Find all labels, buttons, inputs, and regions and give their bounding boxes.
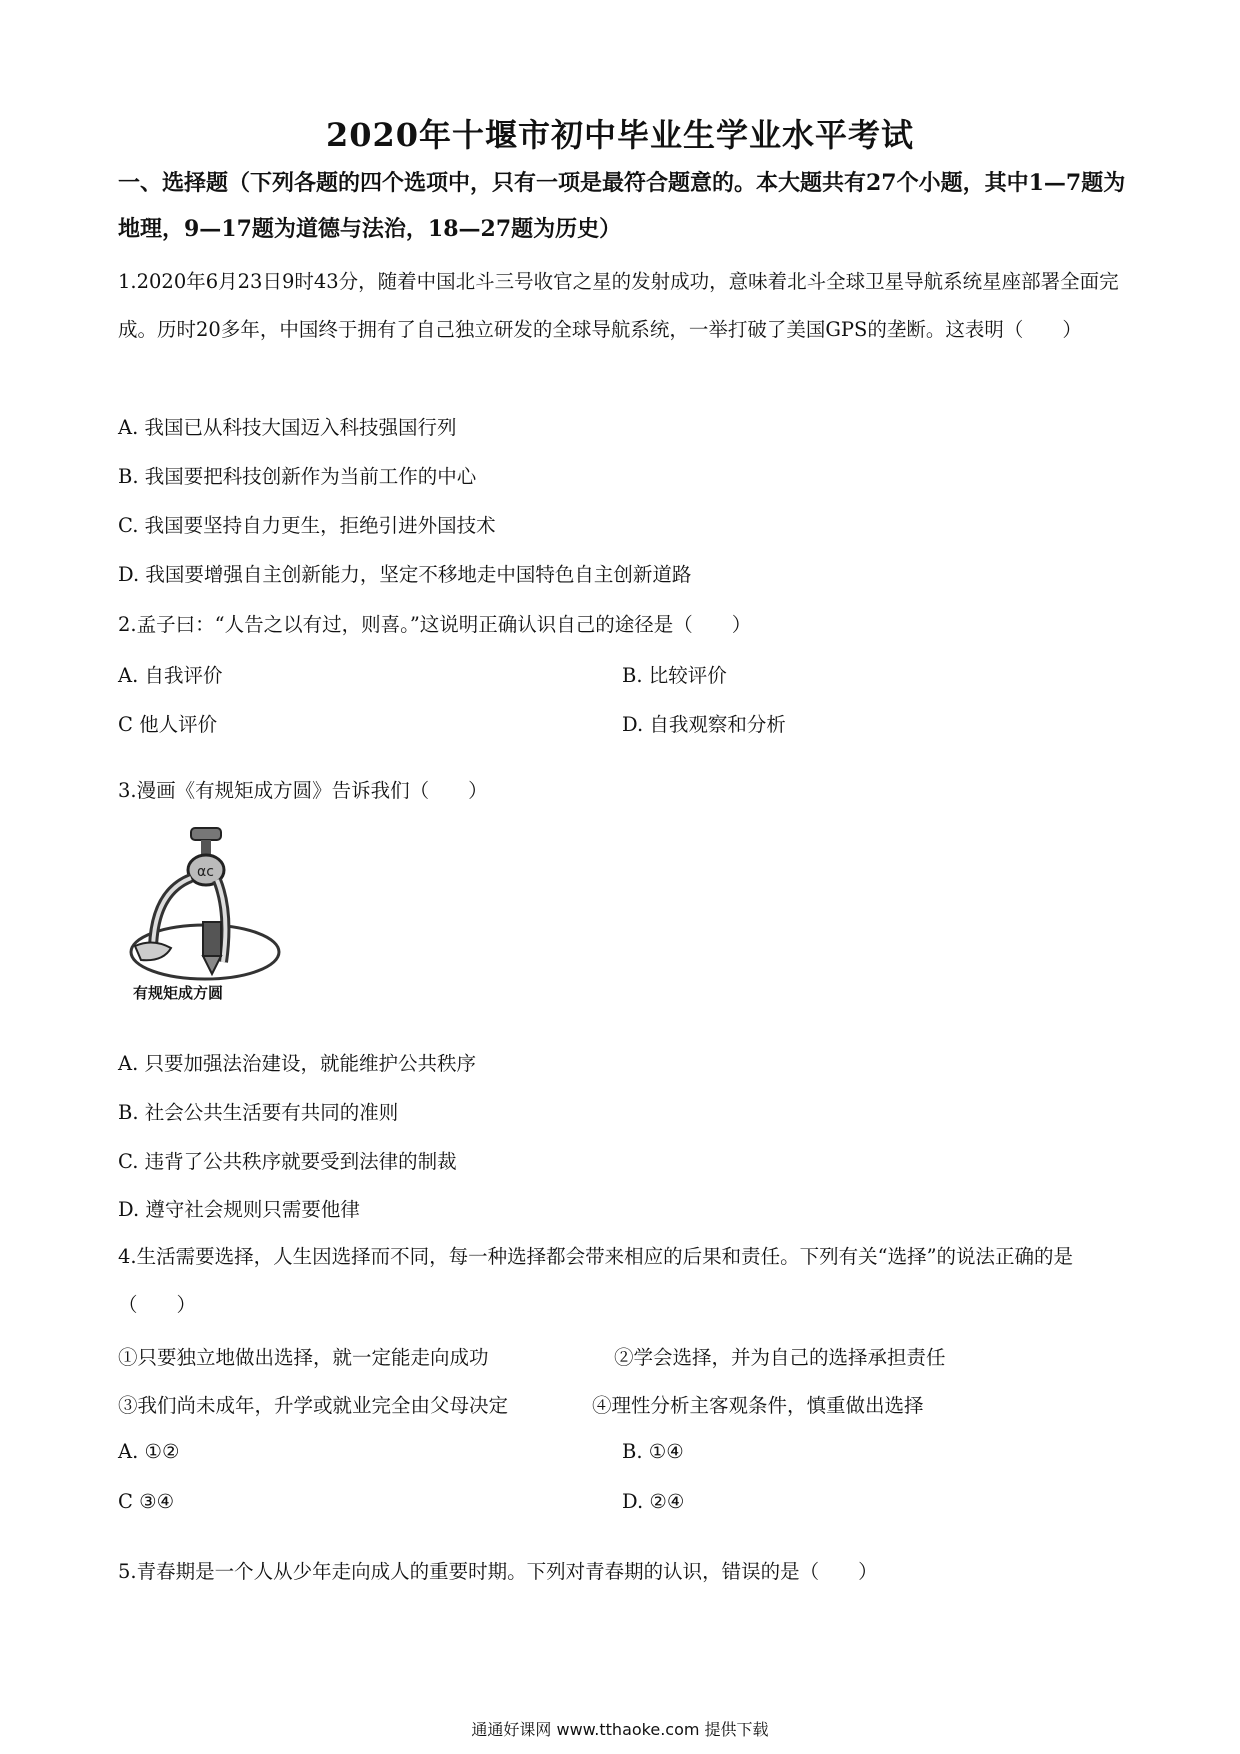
question-2-option-d: D. 自我观察和分析 xyxy=(622,713,786,736)
question-2-option-b: B. 比较评价 xyxy=(622,664,727,687)
question-3-option-b: B. 社会公共生活要有共同的准则 xyxy=(118,1101,399,1124)
question-1-option-b: B. 我国要把科技创新作为当前工作的中心 xyxy=(118,465,477,488)
question-1-stem: 1.2020年6月23日9时43分，随着中国北斗三号收官之星的发射成功，意味着北斗全球卫星导航系统星座部署全面完成。历时20多年，中国终于拥有了自己独立研发的全球导航系统，一举打破了美国GPS的垄断。这表明（ ） xyxy=(118,270,1119,341)
question-5-stem: 5.青春期是一个人从少年走向成人的重要时期。下列对青春期的认识，错误的是（ ） xyxy=(118,1560,878,1583)
question-3-stem: 3.漫画《有规矩成方圆》告诉我们（ ） xyxy=(118,779,488,802)
question-3-option-d: D. 遵守社会规则只需要他律 xyxy=(118,1198,360,1221)
question-2-option-a: A. 自我评价 xyxy=(118,664,223,687)
question-4-statement-4: ④理性分析主客观条件，慎重做出选择 xyxy=(592,1394,924,1417)
question-1-option-a: A. 我国已从科技大国迈入科技强国行列 xyxy=(118,416,457,439)
question-4-option-c: C ③④ xyxy=(118,1490,175,1513)
svg-text:αc: αc xyxy=(197,864,214,880)
page-footer: 通通好课网 www.tthaoke.com 提供下载 xyxy=(471,1720,769,1739)
question-4-stem: 4.生活需要选择，人生因选择而不同，每一种选择都会带来相应的后果和责任。下列有关“选择”的说法正确的是（ ） xyxy=(118,1245,1074,1316)
question-1-option-d: D. 我国要增强自主创新能力，坚定不移地走中国特色自主创新道路 xyxy=(118,563,692,586)
question-1-option-c: C. 我国要坚持自力更生，拒绝引进外国技术 xyxy=(118,514,496,537)
question-4-option-b: B. ①④ xyxy=(622,1440,684,1463)
question-2-stem: 2.孟子曰：“人告之以有过，则喜。”这说明正确认识自己的途径是（ ） xyxy=(118,613,752,636)
page-title: 2020年十堰市初中毕业生学业水平考试 xyxy=(325,116,915,154)
question-4-option-a: A. ①② xyxy=(118,1440,180,1463)
compass-cartoon-figure xyxy=(125,822,285,1022)
question-4-statement-1: ①只要独立地做出选择，就一定能走向成功 xyxy=(118,1346,489,1369)
cartoon-caption: 有规矩成方圆 xyxy=(133,984,224,1002)
section-heading: 一、选择题（下列各题的四个选项中，只有一项是最符合题意的。本大题共有27个小题，其中1—7题为地理，9—17题为道德与法治，18—27题为历史） xyxy=(118,170,1126,242)
question-3-option-a: A. 只要加强法治建设，就能维护公共秩序 xyxy=(118,1052,476,1075)
question-4-option-d: D. ②④ xyxy=(622,1490,685,1513)
question-3-option-c: C. 违背了公共秩序就要受到法律的制裁 xyxy=(118,1150,457,1173)
question-4-statement-3: ③我们尚未成年，升学或就业完全由父母决定 xyxy=(118,1394,509,1417)
question-4-statement-2: ②学会选择，并为自己的选择承担责任 xyxy=(614,1346,946,1369)
question-2-option-c: C 他人评价 xyxy=(118,713,218,736)
